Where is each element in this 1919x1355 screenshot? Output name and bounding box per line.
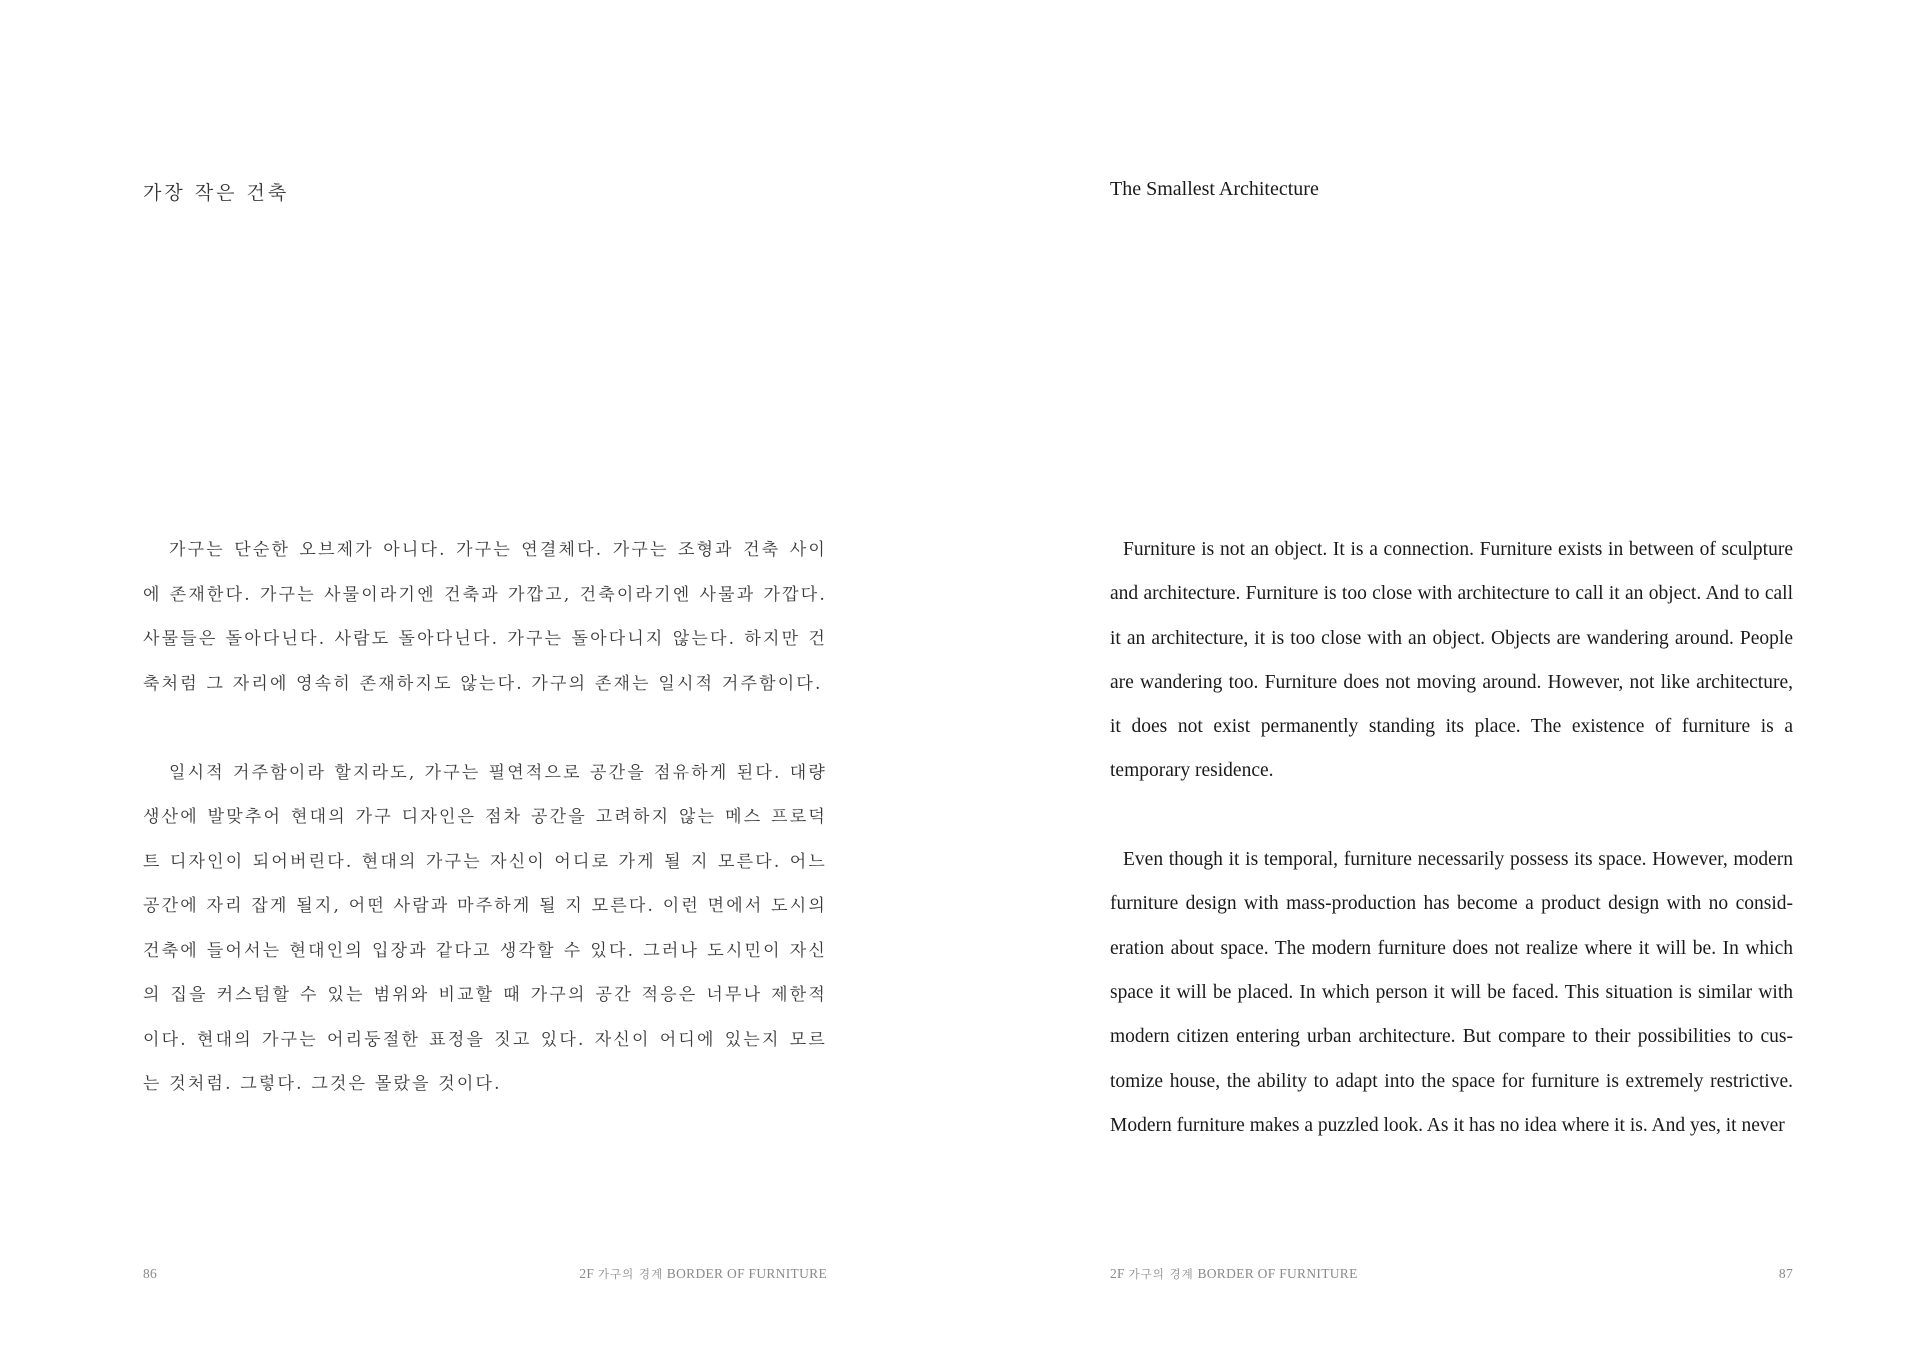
running-head-english: BORDER OF FURNITURE <box>1197 1266 1358 1281</box>
english-body-text <box>1110 528 1793 1192</box>
running-head-right <box>1110 1266 1358 1282</box>
running-head-korean: 가구의 경계 <box>1128 1267 1194 1281</box>
page-number-left: 86 <box>143 1266 158 1281</box>
korean-body-text <box>143 528 827 1151</box>
page-number-right: 87 <box>1778 1266 1793 1281</box>
running-head-prefix: 2F <box>1110 1266 1125 1281</box>
running-head-prefix: 2F <box>579 1266 595 1281</box>
korean-paragraph-2: 일시적 거주함이라 할지라도, 가구는 필연적으로 공간을 점유하게 된다. 대량생산에 발맞추어 현대의 가구 디자인은 점차 공간을 고려하지 않는 메스 프로덕트 디자인이 되어버린다. 현대의 가구는 자신이 어디로 가게 될 지 모른다. 어느 공간에 자리 잡게 될지, 어떤 사람과 마주하게 될 지 모른다. 이런 면에서 도시의 건축에 들어서는 현대인의 입장과 같다고 생각할 수 있다. 그러나 도시민이 자신의 집을 커스텀할 수 있는 범위와 비교할 때 가구의 공간 적응은 너무나 제한적이다. 현대의 가구는 어리둥절한 표정을 짓고 있다. 자신이 어디에 있는지 모르는 것처럼. 그렇다. 그것은 몰랐을 것이다. <box>143 762 827 1094</box>
running-head-english: BORDER OF FURNITURE <box>666 1266 827 1281</box>
right-page <box>960 0 1919 1355</box>
page-title-korean: 가장 작은 건축 <box>143 182 290 204</box>
korean-paragraph-1: 가구는 단순한 오브제가 아니다. 가구는 연결체다. 가구는 조형과 건축 사이에 존재한다. 가구는 사물이라기엔 건축과 가깝고, 건축이라기엔 사물과 가깝다. 사물들은 돌아다닌다. 사람도 돌아다닌다. 가구는 돌아다니지 않는다. 하지만 건축처럼 그 자리에 영속히 존재하지도 않는다. 가구의 존재는 일시적 거주함이다. <box>143 540 827 694</box>
english-paragraph-1: Furniture is not an object. It is a connection. Furniture exists in between of sculpture and architecture. Furniture is too close with architecture to call it an object. And to call it an architecture, it is too close with an object. Objects are wandering around. People are wandering too. Furniture does not moving around. However, not like architecture, it does not exist permanently standing its place. The existence of furniture is a temporary residence. <box>1110 539 1793 782</box>
running-head-korean: 가구의 경계 <box>597 1267 664 1281</box>
page-title-english: The Smallest Architecture <box>1110 178 1319 200</box>
english-paragraph-2: Even though it is temporal, furniture necessarily possess its space. However, modern furniture design with mass-production has become a product design with no consideration about space. The modern furniture does not realize where it will be. In which space it will be placed. In which person it will be faced. This situation is similar with modern citizen entering urban architecture. But compare to their possibilities to customize house, the ability to adapt into the space for furniture is extremely restrictive. Modern furniture makes a puzzled look. As it has no idea where it is. And yes, it never <box>1110 849 1793 1136</box>
running-head-left <box>579 1266 827 1282</box>
